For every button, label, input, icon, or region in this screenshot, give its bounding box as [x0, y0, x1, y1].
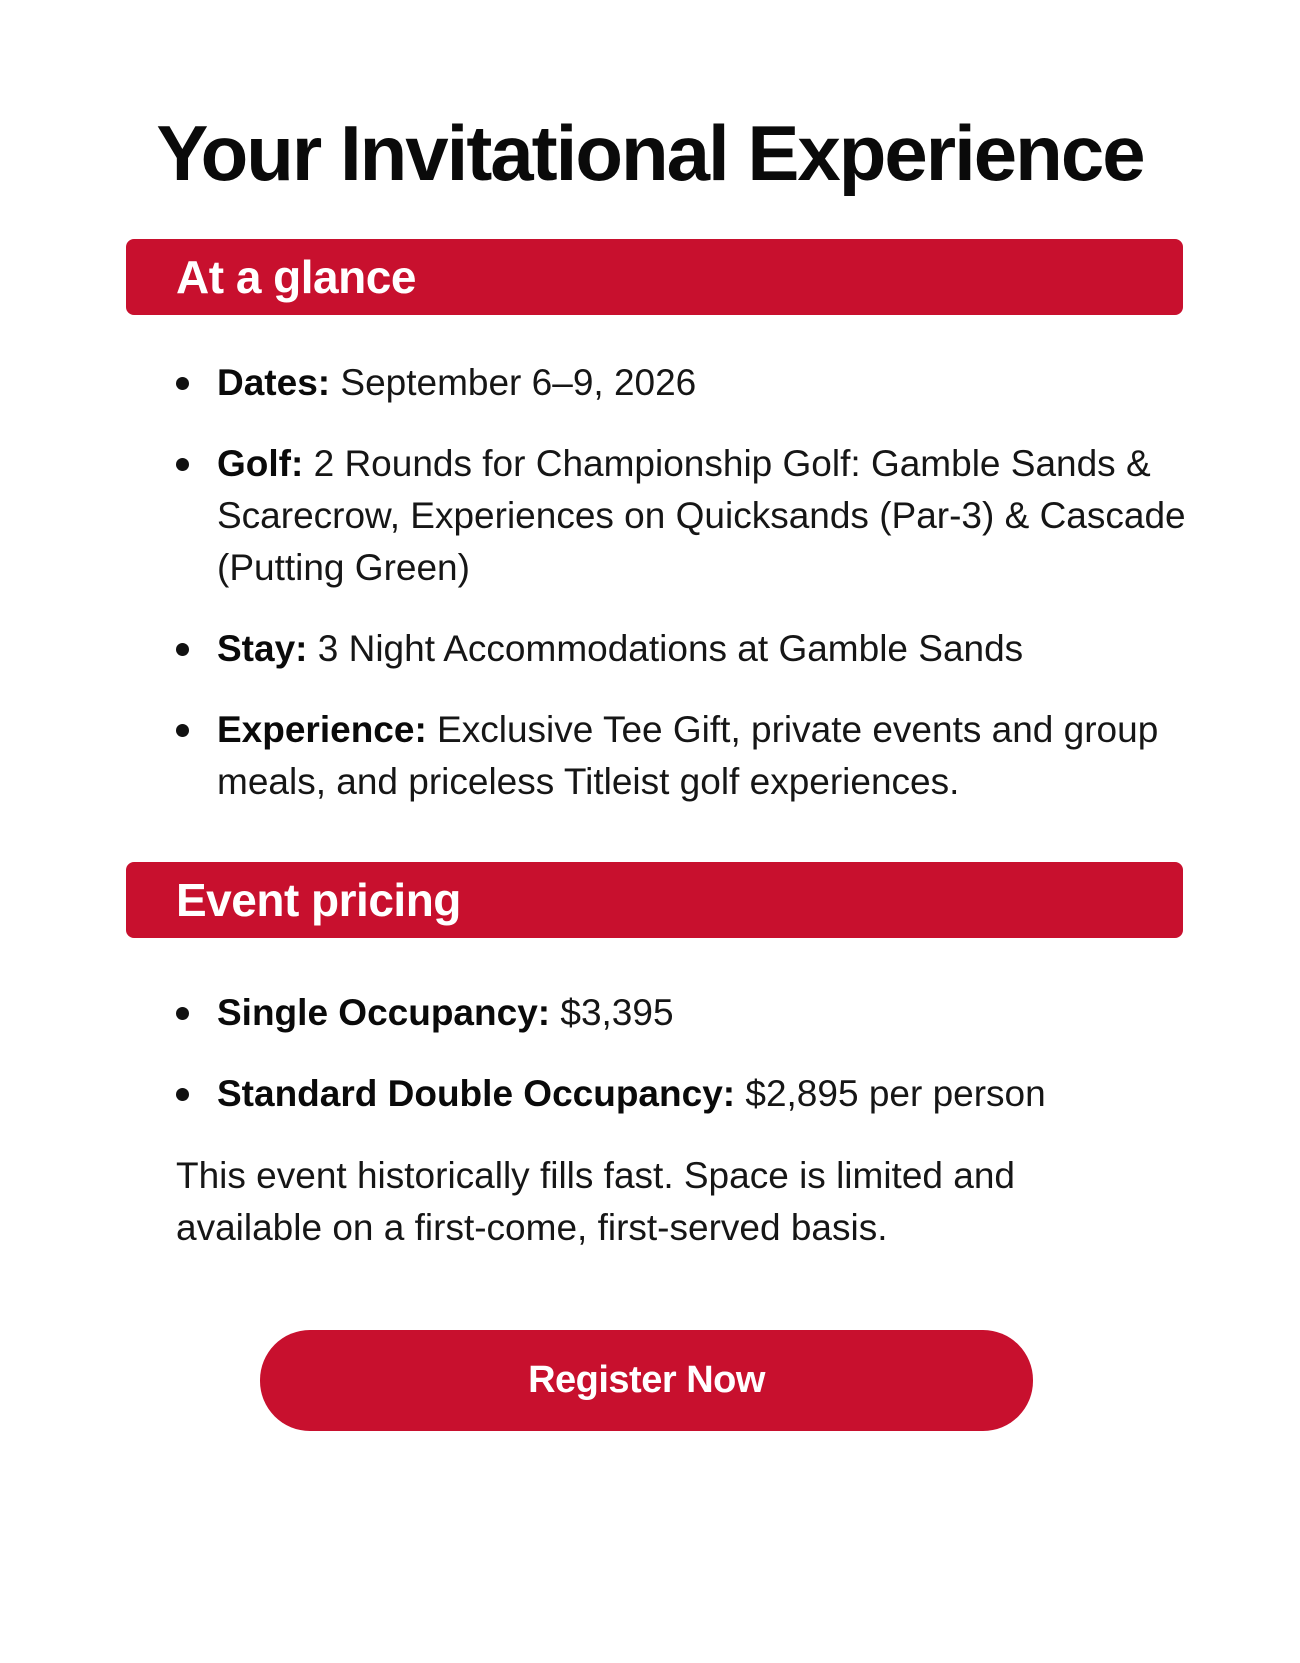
glance-item-dates — [176, 357, 1246, 409]
glance-item-experience — [176, 704, 1246, 808]
section-header-at-a-glance — [126, 239, 1183, 315]
bullet-icon — [176, 724, 189, 737]
glance-list — [176, 357, 1246, 837]
page-title: Your Invitational Experience — [156, 109, 1144, 197]
pricing-list — [176, 987, 1246, 1149]
pricing-item-single — [176, 987, 1246, 1039]
glance-item-label: Golf: — [217, 443, 304, 484]
pricing-item-price: $2,895 per person — [735, 1073, 1046, 1114]
bullet-icon — [176, 377, 189, 390]
section-title-at-a-glance: At a glance — [176, 251, 416, 303]
glance-item-text: Exclusive Tee Gift, private events and group meals, and priceless Titleist golf experiences. — [217, 709, 1159, 802]
pricing-item-label: Single Occupancy: — [217, 992, 551, 1033]
availability-note: This event historically fills fast. Space is limited and available on a first-come, first-served basis. — [176, 1155, 1016, 1248]
glance-item-label: Experience: — [217, 709, 427, 750]
register-now-button[interactable]: Register Now — [260, 1330, 1033, 1431]
glance-item-text: September 6–9, 2026 — [330, 362, 697, 403]
glance-item-label: Stay: — [217, 628, 308, 669]
pricing-item-price: $3,395 — [550, 992, 674, 1033]
glance-item-text: 2 Rounds for Championship Golf: Gamble Sands & Scarecrow, Experiences on Quicksands (Par-3) & Cascade (Putting Green) — [217, 443, 1186, 588]
bullet-icon — [176, 1088, 189, 1101]
glance-item-text: 3 Night Accommodations at Gamble Sands — [307, 628, 1024, 669]
bullet-icon — [176, 643, 189, 656]
section-title-event-pricing: Event pricing — [176, 874, 461, 926]
bullet-icon — [176, 1007, 189, 1020]
glance-item-golf — [176, 438, 1246, 594]
glance-item-stay — [176, 623, 1246, 675]
pricing-item-label: Standard Double Occupancy: — [217, 1073, 736, 1114]
bullet-icon — [176, 458, 189, 471]
pricing-item-double — [176, 1068, 1246, 1120]
glance-item-label: Dates: — [217, 362, 331, 403]
section-header-event-pricing — [126, 862, 1183, 938]
